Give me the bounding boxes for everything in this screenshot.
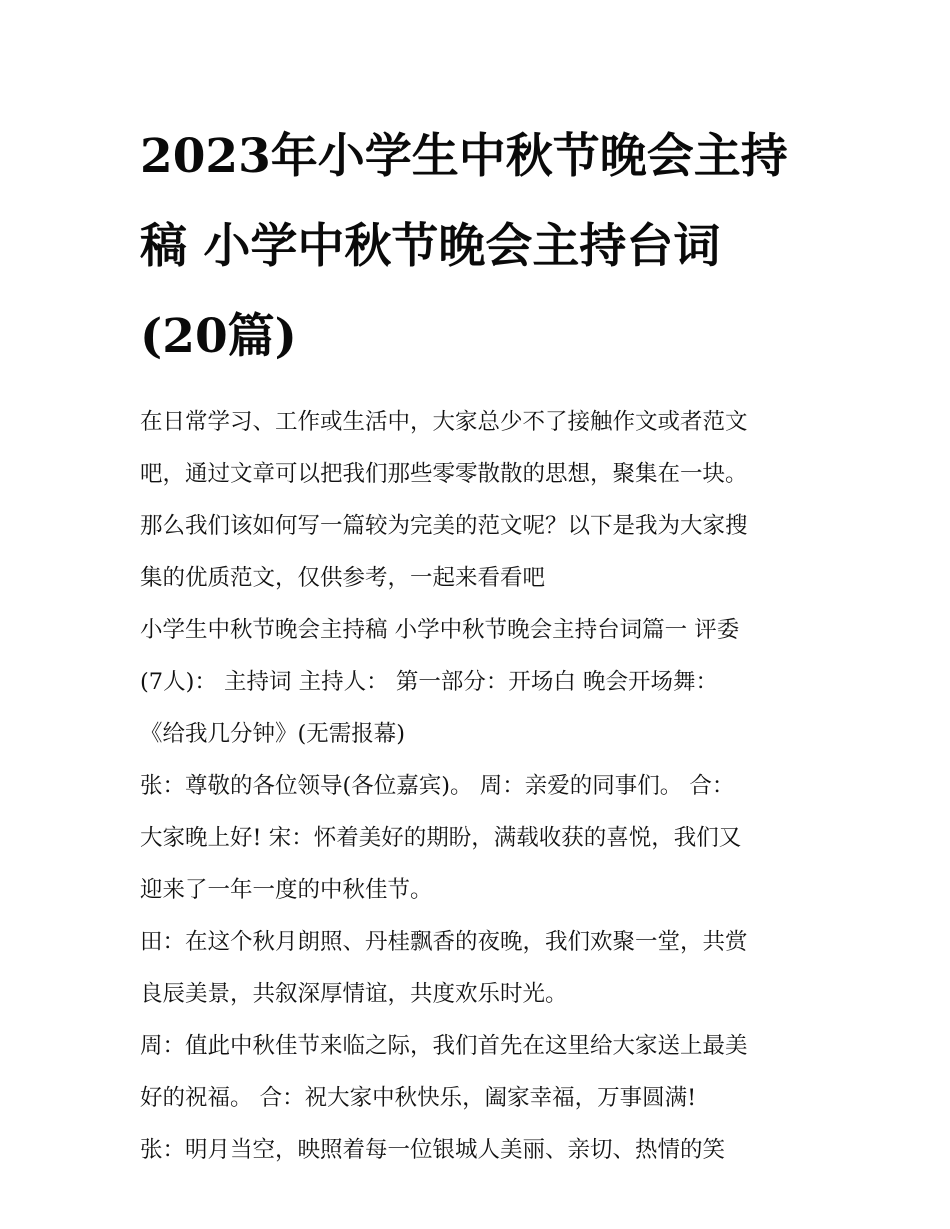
dialogue-paragraph bbox=[140, 760, 820, 916]
text-line: 张：尊敬的各位领导(各位嘉宾)。 周：亲爱的同事们。 合： bbox=[140, 773, 735, 799]
text-line: 迎来了一年一度的中秋佳节。 bbox=[140, 877, 433, 903]
text-line: 周：值此中秋佳节来临之际，我们首先在这里给大家送上最美 bbox=[140, 1033, 748, 1059]
text-line: 张：明月当空，映照着每一位银城人美丽、亲切、热情的笑 bbox=[140, 1137, 726, 1163]
title-line: (20篇) bbox=[140, 309, 297, 364]
text-line: 吧，通过文章可以把我们那些零零散散的思想，聚集在一块。 bbox=[140, 461, 748, 487]
title-line: 稿 小学中秋节晚会主持台词 bbox=[140, 219, 721, 274]
text-line: 集的优质范文，仅供参考，一起来看看吧 bbox=[140, 565, 546, 591]
text-line: 那么我们该如何写一篇较为完美的范文呢？以下是我为大家搜 bbox=[140, 513, 748, 539]
dialogue-paragraph bbox=[140, 1020, 820, 1124]
document-body bbox=[140, 396, 820, 1176]
text-line: 田：在这个秋月朗照、丹桂飘香的夜晚，我们欢聚一堂，共赏 bbox=[140, 929, 748, 955]
text-line: 《给我几分钟》(无需报幕) bbox=[140, 721, 406, 747]
section-paragraph bbox=[140, 604, 820, 760]
dialogue-paragraph bbox=[140, 1124, 820, 1176]
document-title bbox=[140, 112, 820, 382]
text-line: 好的祝福。 合：祝大家中秋快乐，阖家幸福，万事圆满! bbox=[140, 1085, 697, 1111]
dialogue-paragraph bbox=[140, 916, 820, 1020]
text-line: (7人)： 主持词 主持人： 第一部分：开场白 晚会开场舞： bbox=[140, 669, 718, 695]
text-line: 良辰美景，共叙深厚情谊，共度欢乐时光。 bbox=[140, 981, 568, 1007]
text-line: 小学生中秋节晚会主持稿 小学中秋节晚会主持台词篇一 评委 bbox=[140, 617, 740, 643]
title-line: 2023年小学生中秋节晚会主持 bbox=[140, 129, 788, 184]
intro-paragraph bbox=[140, 396, 820, 604]
text-line: 在日常学习、工作或生活中，大家总少不了接触作文或者范文 bbox=[140, 409, 748, 435]
text-line: 大家晚上好! 宋：怀着美好的期盼，满载收获的喜悦，我们又 bbox=[140, 825, 742, 851]
